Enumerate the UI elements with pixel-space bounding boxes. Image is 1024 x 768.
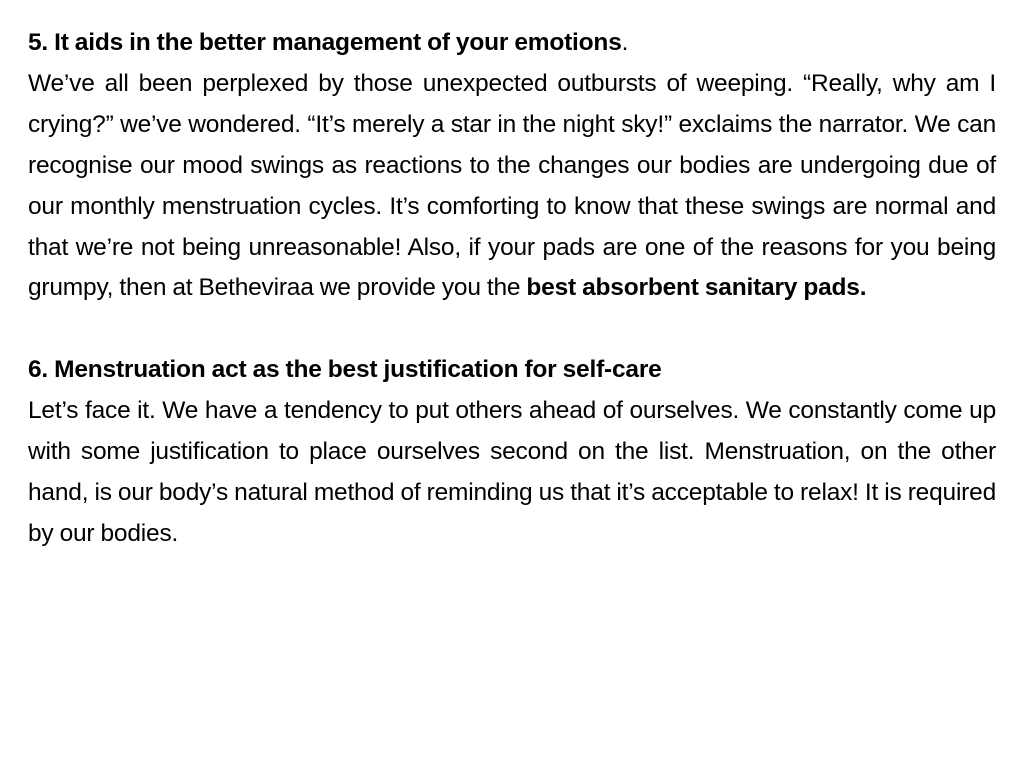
section-5-heading-suffix: . xyxy=(621,29,629,56)
section-5-body-bold-link-text: best absorbent sanitary pads. xyxy=(526,274,867,302)
section-6-body: Let’s face it. We have a tendency to put others ahead of ourselves. We constantly come up with some justification to place ourselves second on the list. Menstruation, on the other hand, is our body’s natural method of reminding us that it’s acceptable to relax! It is required by our bodies. xyxy=(28,397,996,547)
section-5-heading xyxy=(28,23,996,64)
section-5-body xyxy=(28,64,996,309)
section-5-heading-text: 5. It aids in the better management of your emotions xyxy=(28,29,622,56)
section-spacer xyxy=(28,309,996,350)
text-block xyxy=(28,23,996,555)
section-6-heading: 6. Menstruation act as the best justification for self-care xyxy=(28,356,662,384)
section-5-body-text: We’ve all been perplexed by those unexpected outbursts of weeping. “Really, why am I crying?” we’ve wondered. “It’s merely a star in the night sky!” exclaims the narrator. We can recognise our mood swings as reactions to the changes our bodies are undergoing due of our monthly menstruation cycles. It’s comforting to know that these swings are normal and that we’re not being unreasonable! Also, if your pads are one of the reasons for you being grumpy, then at Betheviraa we provide you the xyxy=(28,69,996,302)
